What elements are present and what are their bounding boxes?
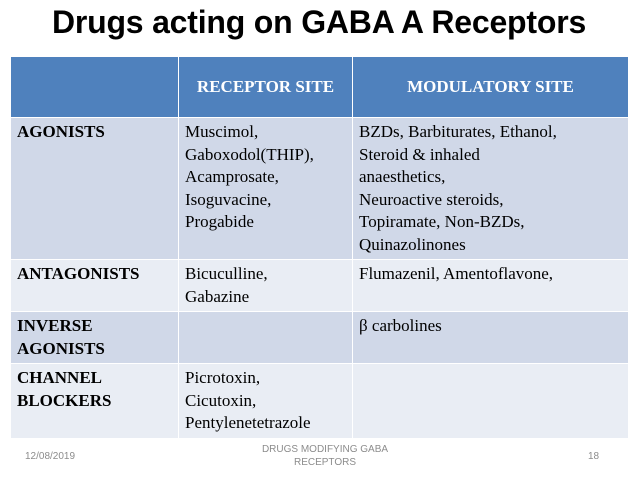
page-number: 18 — [588, 451, 600, 462]
header-receptor-site: RECEPTOR SITE — [179, 57, 353, 118]
footer-date: 12/08/2019 — [25, 451, 76, 462]
receptor-site-cell — [179, 312, 353, 364]
modulatory-site-cell: BZDs, Barbiturates, Ethanol, Steroid & inhaled anaesthetics, Neuroactive steroids, Topiramate, Non-BZDs, Quinazolinones — [353, 118, 629, 260]
receptor-table — [10, 56, 629, 439]
receptor-site-cell: Muscimol, Gaboxodol(THIP), Acamprosate, Isoguvacine, Progabide — [179, 118, 353, 260]
table-row-inverse-agonists — [11, 312, 629, 364]
row-label: ANTAGONISTS — [11, 260, 179, 312]
slide-title: Drugs acting on GABA A Receptors — [51, 4, 587, 40]
header-modulatory-site: MODULATORY SITE — [353, 57, 629, 118]
modulatory-site-cell: β carbolines — [353, 312, 629, 364]
row-label: AGONISTS — [11, 118, 179, 260]
table-header-row — [11, 57, 629, 118]
footer-title: DRUGS MODIFYING GABA RECEPTORS — [261, 444, 389, 468]
modulatory-site-cell: Flumazenil, Amentoflavone, — [353, 260, 629, 312]
row-label: INVERSE AGONISTS — [11, 312, 179, 364]
receptor-site-cell: Picrotoxin, Cicutoxin, Pentylenetetrazole — [179, 364, 353, 439]
receptor-site-cell: Bicuculline, Gabazine — [179, 260, 353, 312]
table-row-agonists — [11, 118, 629, 260]
table-row-antagonists — [11, 260, 629, 312]
header-cell-empty — [11, 57, 179, 118]
table-row-channel-blockers — [11, 364, 629, 439]
modulatory-site-cell — [353, 364, 629, 439]
row-label: CHANNEL BLOCKERS — [11, 364, 179, 439]
